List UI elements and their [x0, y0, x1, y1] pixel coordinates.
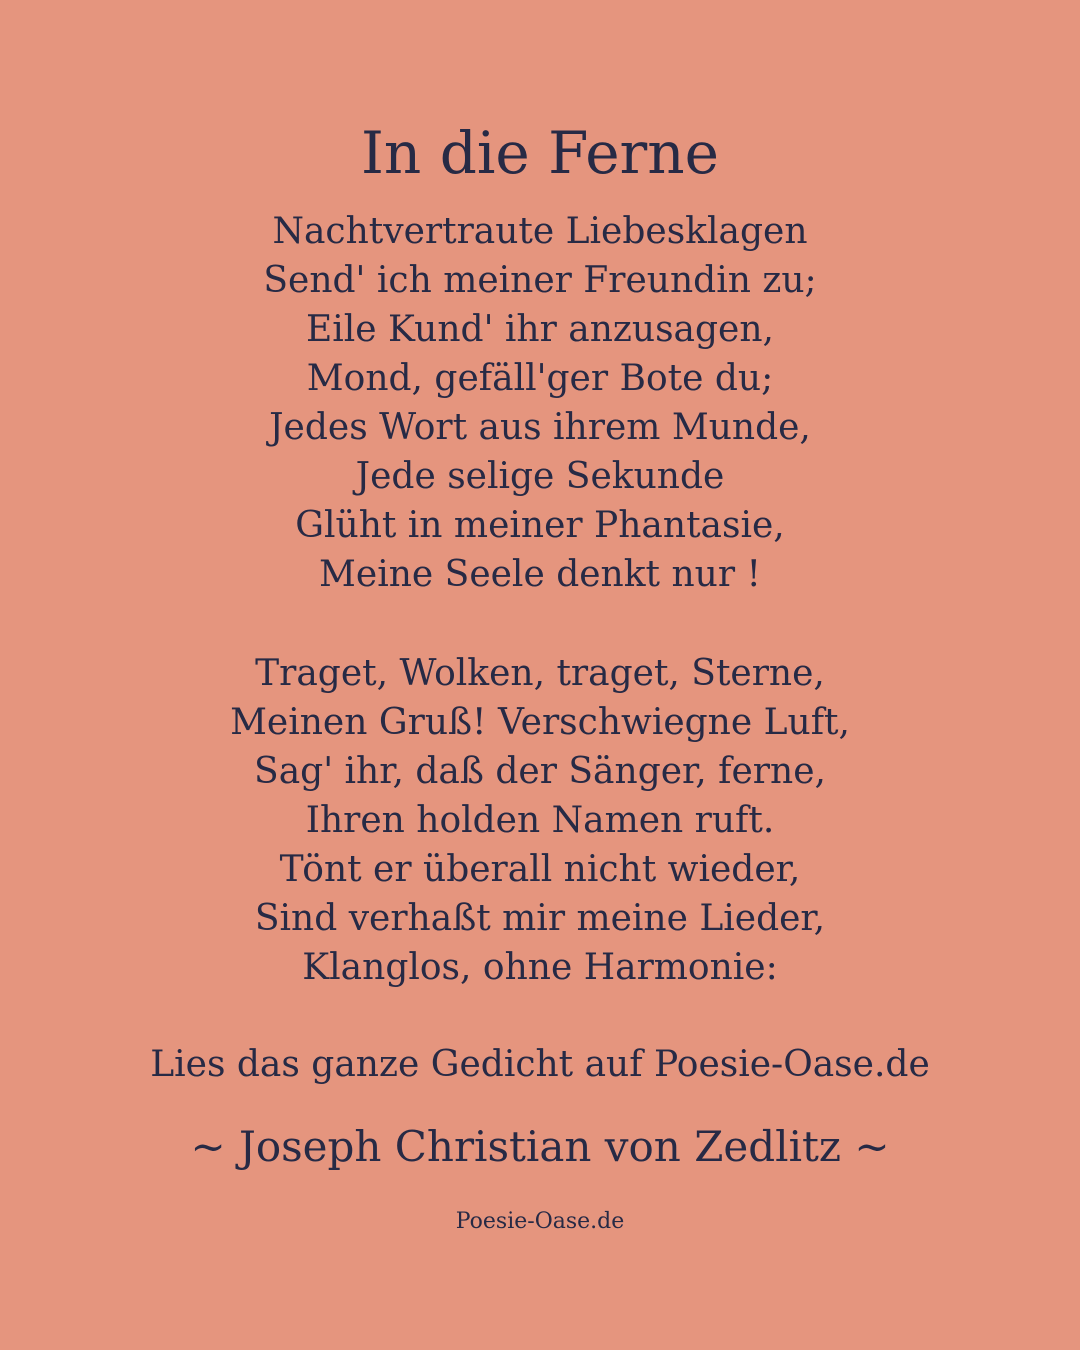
stanza-2	[0, 649, 1080, 992]
poem-line: Sag' ihr, daß der Sänger, ferne,	[254, 751, 826, 792]
poem-line: Ihren holden Namen ruft.	[305, 800, 775, 841]
poem-line: Tönt er überall nicht wieder,	[279, 849, 801, 890]
poem-line: Sind verhaßt mir meine Lieder,	[254, 898, 826, 939]
site-footer: Poesie-Oase.de	[455, 1209, 625, 1234]
poem-line: Send' ich meiner Freundin zu;	[263, 260, 817, 301]
poem-author: ~ Joseph Christian von Zedlitz ~	[190, 1122, 890, 1171]
poem-line: Traget, Wolken, traget, Sterne,	[255, 653, 825, 694]
poem-line: Eile Kund' ihr anzusagen,	[306, 309, 774, 350]
read-full-poem-text: Lies das ganze Gedicht auf Poesie-Oase.de	[150, 1044, 930, 1085]
poem-line: Nachtvertraute Liebesklagen	[272, 211, 808, 252]
poem-line: Jede selige Sekunde	[355, 456, 725, 497]
poem-line: Meine Seele denkt nur !	[319, 554, 761, 595]
poem-line: Klanglos, ohne Harmonie:	[302, 947, 778, 988]
poem-title: In die Ferne	[361, 119, 719, 187]
poem-line: Jedes Wort aus ihrem Munde,	[269, 407, 811, 448]
poem-line: Glüht in meiner Phantasie,	[295, 505, 785, 546]
poem-line: Mond, gefäll'ger Bote du;	[306, 358, 774, 399]
stanza-1	[0, 207, 1080, 599]
poem-line: Meinen Gruß! Verschwiegne Luft,	[230, 702, 850, 743]
